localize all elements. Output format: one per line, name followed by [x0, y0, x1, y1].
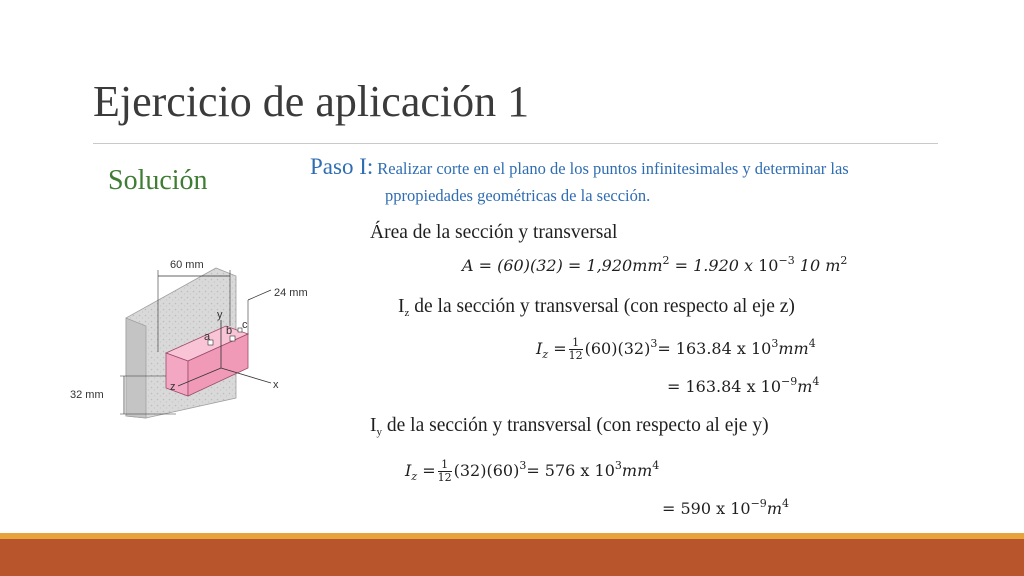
iy-body: (32)(60): [453, 461, 520, 480]
iy-lhs-sub: z: [411, 470, 418, 483]
label-c: c: [242, 319, 248, 331]
support-side: [126, 318, 146, 418]
footer-bar: [0, 539, 1024, 576]
iy-heading-sub: y: [376, 426, 382, 438]
iz-lhs-sub: z: [542, 348, 549, 361]
step-text-line2: ppropiedades geométricas de la sección.: [385, 186, 651, 205]
iz-frac-num: 1: [569, 337, 583, 350]
iy-equation: [405, 459, 659, 484]
iz-frac-den: 12: [568, 349, 583, 362]
slide-title: Ejercicio de aplicación 1: [93, 77, 530, 126]
iy-cube: 3: [519, 459, 527, 472]
area-exp: −3: [778, 254, 795, 267]
iy-line2-unit-exp: 4: [781, 497, 789, 510]
step-text-line1: Realizar corte en el plano de los puntos infinitesimales y determinar las: [377, 159, 849, 178]
iz-result-unit: mm: [778, 339, 809, 358]
area-unit-exp: 2: [662, 254, 670, 267]
area-tail: 10 m: [794, 256, 841, 275]
iz-result: = 163.84 x 10: [657, 339, 772, 358]
iy-result-unit-exp: 4: [652, 459, 660, 472]
area-unit: mm: [632, 256, 663, 275]
label-a: a: [204, 331, 211, 343]
area-lhs: A = (60)(32) = 1,920: [462, 256, 633, 275]
iz-line2-unit-exp: 4: [812, 375, 820, 388]
label-z: z: [170, 381, 176, 393]
iy-result: = 576 x 10: [526, 461, 615, 480]
iy-equation-line2: [662, 499, 789, 518]
label-y: y: [217, 309, 223, 321]
label-b: b: [226, 325, 233, 337]
iy-frac-den: 12: [437, 471, 452, 484]
area-heading: Área de la sección y transversal: [370, 222, 618, 243]
iy-line2: = 590 x 10: [662, 499, 751, 518]
iz-heading: [398, 296, 795, 318]
iy-heading-text: de la sección y transversal (con respecto al eje y): [382, 415, 769, 436]
title-divider: [93, 143, 938, 144]
iy-result-unit: mm: [621, 461, 653, 480]
iy-line2-unit: m: [766, 499, 782, 518]
beam-section-figure: [66, 248, 336, 428]
iz-line2-unit: m: [797, 377, 813, 396]
iy-heading-symbol: I: [370, 415, 377, 436]
iy-frac-num: 1: [438, 459, 452, 472]
iz-result-exp: 3: [771, 337, 779, 350]
area-tail-exp: 2: [840, 254, 848, 267]
iz-line2-exp: −9: [781, 375, 798, 388]
iy-lhs: I: [405, 461, 412, 480]
iy-fraction: [438, 459, 452, 484]
iz-body: (60)(32): [584, 339, 651, 358]
iz-line2: = 163.84 x 10: [667, 377, 782, 396]
dim-width-label: 60 mm: [170, 259, 204, 271]
iz-equation-line2: [667, 377, 819, 396]
dim-depth-label: 24 mm: [274, 287, 308, 299]
iz-heading-text: de la sección y transversal (con respecto al eje z): [409, 296, 795, 317]
iz-result-unit-exp: 4: [808, 337, 816, 350]
iz-lhs: I: [536, 339, 543, 358]
area-equation: [462, 256, 847, 275]
iz-heading-symbol: I: [398, 296, 405, 317]
iy-line2-exp: −9: [750, 497, 767, 510]
area-mid: = 1.920 x: [669, 256, 759, 275]
step-label: Paso I:: [310, 154, 374, 179]
iz-fraction: [569, 337, 583, 362]
iy-result-exp: 3: [614, 459, 622, 472]
iy-heading: [370, 415, 769, 437]
step-one: [310, 154, 990, 180]
iz-heading-sub: z: [404, 307, 410, 319]
iy-eq: =: [417, 461, 436, 480]
solution-heading: Solución: [108, 165, 208, 196]
depth-dimension-line: [248, 290, 271, 300]
iz-equation: [536, 337, 816, 362]
dim-height-label: 32 mm: [70, 389, 104, 401]
area-ten: 10: [758, 256, 779, 275]
label-x: x: [273, 379, 279, 391]
iz-cube: 3: [650, 337, 658, 350]
iz-eq: =: [548, 339, 567, 358]
